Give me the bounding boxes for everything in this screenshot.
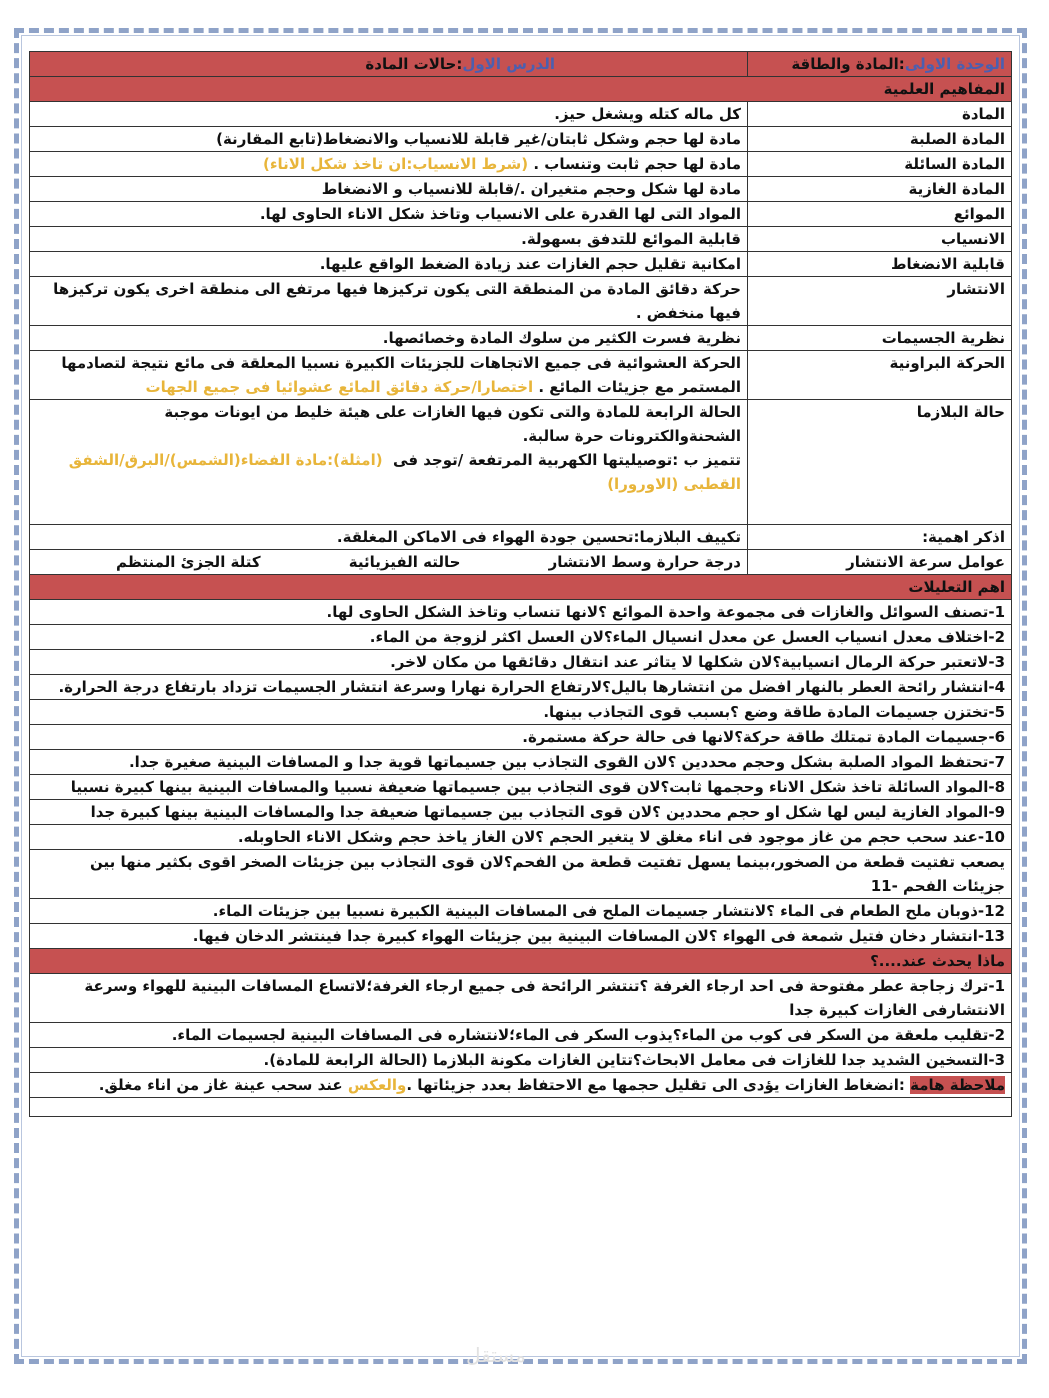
reason-row	[30, 650, 1012, 675]
what-row	[30, 1023, 1012, 1048]
what-text: 1-ترك زجاجة عطر مفتوحة فى احد ارجاء الغرفة ؟تنتشر الرائحة فى جميع ارجاء الغرفة؛لاتساع المسافات البينية للهواء وسرعة الانتشارفى الغازات كبيرة جدا	[30, 974, 1012, 1023]
reason-text: 4-انتشار رائحة العطر بالنهار افضل من انتشارها باليل؟لارتفاع الحرارة نهارا وسرعة انتشار الجسيمات تزداد بارتفاع درجة الحرارة.	[30, 675, 1012, 700]
reason-text: 12-ذوبان ملح الطعام فى الماء ؟لانتشار جسيمات الملح فى المسافات البينية الكبيرة نسبيا بين جزيئات الماء.	[30, 899, 1012, 924]
concept-term: الحركة البراونية	[748, 351, 1012, 400]
concept-term: نظرية الجسيمات	[748, 326, 1012, 351]
concept-term: الانسياب	[748, 227, 1012, 252]
reason-text: 1-تصنف السوائل والغازات فى مجموعة واحدة الموائع ؟لانها تنساب وتاخذ الشكل الحاوى لها.	[30, 600, 1012, 625]
lesson-cell	[30, 52, 748, 77]
factors-row	[30, 550, 1012, 575]
what-heading-row	[30, 949, 1012, 974]
concept-def: حركة دقائق المادة من المنطقة التى يكون تركيزها فيها مرتفع الى منطقة اخرى يكون تركيزها فيها منخفض .	[30, 277, 748, 326]
what-row	[30, 1048, 1012, 1073]
importance-term: اذكر اهمية:	[748, 525, 1012, 550]
concept-def: نظرية فسرت الكثير من سلوك المادة وخصائصها.	[30, 326, 748, 351]
plasma-def: الحالة الرابعة للمادة والتى تكون فيها الغازات على هيئة خليط من ايونات موجبة الشحنةوالكترونات حرة سالبة.	[164, 403, 741, 445]
concept-def: المواد التى لها القدرة على الانسياب وتاخذ شكل الاناء الحاوى لها.	[30, 202, 748, 227]
reason-row	[30, 675, 1012, 700]
concept-def: مادة لها حجم ثابت وتنساب .	[533, 155, 741, 173]
concept-row	[30, 202, 1012, 227]
concepts-heading: المفاهيم العلمية	[30, 77, 1012, 102]
concept-term: المادة	[748, 102, 1012, 127]
unit-title: :المادة والطاقة	[791, 55, 905, 73]
reason-row	[30, 924, 1012, 949]
concept-row	[30, 252, 1012, 277]
plasma-examples: (امثلة):مادة الفضاء(الشمس)/البرق/الشفق القطبى (الاورورا)	[68, 451, 741, 493]
reason-text: 6-جسيمات المادة تمتلك طاقة حركة؟لانها فى حالة حركة مستمرة.	[30, 725, 1012, 750]
plasma-feature-prefix: تتميز ب :توصيليتها الكهربية المرتفعة /توجد فى	[393, 451, 741, 469]
factor-item: كتلة الجزئ المنتظم	[116, 553, 261, 571]
blank-row	[30, 1098, 1012, 1117]
factors-cell	[30, 550, 748, 575]
worksheet	[30, 51, 1012, 1117]
importance-row	[30, 525, 1012, 550]
concept-row	[30, 152, 1012, 177]
reason-row	[30, 700, 1012, 725]
reason-row	[30, 625, 1012, 650]
lesson-label: الدرس الاول	[462, 55, 555, 73]
factors-term: عوامل سرعة الانتشار	[748, 550, 1012, 575]
concept-term: المادة الغازية	[748, 177, 1012, 202]
reason-text: 5-تختزن جسيمات المادة طاقة وضع ؟بسبب قوى التجاذب بينها.	[30, 700, 1012, 725]
concept-note: اختصارا/حركة دقائق المائع عشوائيا فى جميع الجهات	[145, 378, 534, 396]
reason-text: 13-انتشار دخان فتيل شمعة فى الهواء ؟لان المسافات البينية بين جزيئات الهواء كبيرة جدا فينتشر الدخان فيها.	[30, 924, 1012, 949]
concept-row	[30, 177, 1012, 202]
what-row	[30, 974, 1012, 1023]
unit-label: الوحدة الاولى	[904, 55, 1005, 73]
unit-cell	[748, 52, 1012, 77]
what-text: 3-التسخين الشديد جدا للغازات فى معامل الابحاث؟تتاين الغازات مكونة البلازما (الحالة الرابعة للمادة).	[30, 1048, 1012, 1073]
concept-def: قابلية الموائع للتدفق بسهولة.	[30, 227, 748, 252]
reason-text: 2-اختلاف معدل انسياب العسل عن معدل انسيال الماء؟لان العسل اكثر لزوجة من الماء.	[30, 625, 1012, 650]
concept-row	[30, 127, 1012, 152]
concept-term: المادة الصلبة	[748, 127, 1012, 152]
reason-row	[30, 825, 1012, 850]
concept-def-cell	[30, 152, 748, 177]
concept-row	[30, 351, 1012, 400]
reason-row	[30, 899, 1012, 924]
watermark: مستقل	[466, 1343, 526, 1367]
header-row	[30, 52, 1012, 77]
note-row	[30, 1073, 1012, 1098]
note-label: ملاحظة هامة	[910, 1076, 1005, 1094]
importance-def: تكييف البلازما:تحسين جودة الهواء فى الاماكن المغلقة.	[30, 525, 748, 550]
reasons-heading: اهم التعليلات	[30, 575, 1012, 600]
concept-row	[30, 227, 1012, 252]
concept-term: قابلية الانضغاط	[748, 252, 1012, 277]
note-reverse: والعكس	[347, 1076, 407, 1094]
reason-row	[30, 600, 1012, 625]
reason-text: 9-المواد الغازية ليس لها شكل او حجم محددين ؟لان قوى التجاذب بين جسيماتها ضعيفة جدا والمسافات البينية بينها كبيرة جدا	[30, 800, 1012, 825]
note-text: :انضغاط الغازات يؤدى الى تقليل حجمها مع الاحتفاظ بعدد جزيئاتها .	[406, 1076, 905, 1094]
what-heading: ماذا يحدث عند....؟	[30, 949, 1012, 974]
reasons-heading-row	[30, 575, 1012, 600]
reason-row	[30, 800, 1012, 825]
concept-row	[30, 277, 1012, 326]
plasma-features	[36, 448, 741, 496]
reason-text: 8-المواد السائلة تاخذ شكل الاناء وحجمها ثابت؟لان قوى التجاذب بين جسيماتها ضعيفة نسبيا والمسافات البينية بينها كبيرة نسبيا	[30, 775, 1012, 800]
plasma-row	[30, 400, 1012, 525]
concept-def: مادة لها شكل وحجم متغيران ./قابلة للانسياب و الانضغاط	[30, 177, 748, 202]
reason-text: 10-عند سحب حجم من غاز موجود فى اناء مغلق لا يتغير الحجم ؟لان الغاز ياخذ حجم وشكل الاناء الحاوبله.	[30, 825, 1012, 850]
reason-row	[30, 850, 1012, 899]
note-cell	[30, 1073, 1012, 1098]
what-text: 2-تقليب ملعقة من السكر فى كوب من الماء؟يذوب السكر فى الماء؛لانتشاره فى المسافات البينية لجسيمات الماء.	[30, 1023, 1012, 1048]
concept-row	[30, 326, 1012, 351]
concept-term: المادة السائلة	[748, 152, 1012, 177]
reason-text: يصعب تفتيت قطعة من الصخور،بينما يسهل تفتيت قطعة من الفحم؟لان قوى التجاذب بين جزيئات الصخر اقوى بكثير منها بين جزيئات الفحم -11	[30, 850, 1012, 899]
concept-row	[30, 102, 1012, 127]
concept-term: الموائع	[748, 202, 1012, 227]
factor-item: درجة حرارة وسط الانتشار	[548, 553, 741, 571]
blank-cell	[30, 1098, 1012, 1117]
concept-def-cell	[30, 351, 748, 400]
plasma-cell	[30, 400, 748, 525]
concept-def: مادة لها حجم وشكل ثابتان/غير قابلة للانسياب والانضغاط(تابع المقارنة)	[30, 127, 748, 152]
concepts-heading-row	[30, 77, 1012, 102]
note-tail: عند سحب عينة غاز من اناء مغلق.	[98, 1076, 348, 1094]
concept-def: الحركة العشوائية فى جميع الاتجاهات للجزيئات الكبيرة نسبيا المعلقة فى مائع نتيجة لتصادمها المستمر مع جزيئات المائع .	[61, 354, 741, 396]
reason-row	[30, 775, 1012, 800]
reason-row	[30, 725, 1012, 750]
concept-note: (شرط الانسياب:ان تاخذ شكل الاناء)	[263, 155, 529, 173]
concept-term: الانتشار	[748, 277, 1012, 326]
lesson-title: :حالات المادة	[365, 55, 463, 73]
reason-row	[30, 750, 1012, 775]
worksheet-table	[29, 51, 1012, 1117]
reason-text: 3-لاتعتبر حركة الرمال انسيابية؟لان شكلها لا يتاثر عند انتقال دقائقها من مكان لاخر.	[30, 650, 1012, 675]
concept-def: كل ماله كتله ويشغل حيز.	[30, 102, 748, 127]
factor-item: حالته الفيزيائية	[348, 553, 461, 571]
plasma-term: حالة البلازما	[748, 400, 1012, 525]
concept-def: امكانية تقليل حجم الغازات عند زيادة الضغط الواقع عليها.	[30, 252, 748, 277]
reason-text: 7-تحتفظ المواد الصلبة بشكل وحجم محددين ؟لان القوى التجاذب بين جسيماتها قوية جدا و المسافات البينية صغيرة جدا.	[30, 750, 1012, 775]
